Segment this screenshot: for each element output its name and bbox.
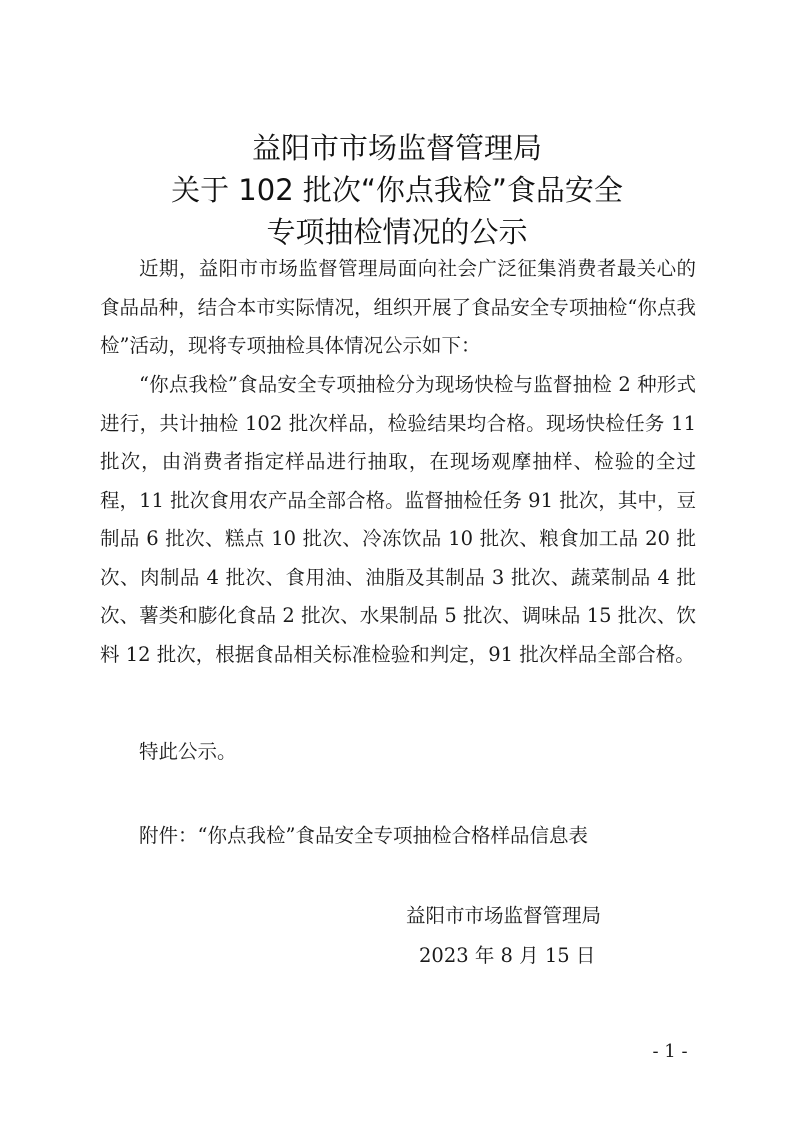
document-title-line-2: 关于 102 批次“你点我检”食品安全 bbox=[171, 173, 623, 207]
attachment-line: 附件：“你点我检”食品安全专项抽检合格样品信息表 bbox=[139, 824, 588, 847]
intro-paragraph: 近期，益阳市市场监督管理局面向社会广泛征集消费者最关心的食品品种，结合本市实际情况，组织开展了食品安全专项抽检“你点我检”活动，现将专项抽检具体情况公示如下： bbox=[100, 257, 696, 357]
document-title-line-1: 益阳市市场监督管理局 bbox=[251, 131, 542, 165]
signature-date: 2023 年 8 月 15 日 bbox=[419, 944, 596, 967]
detail-paragraph: “你点我检”食品安全专项抽检分为现场快检与监督抽检 2 种形式进行，共计抽检 102 批次样品，检验结果均合格。现场快检任务 11 批次，由消费者指定样品进行抽取，在现场观摩抽样、检验的全过程，11 批次食用农产品全部合格。监督抽检任务 91 批次，其中，豆制品 6 批次、糕点 10 批次、冷冻饮品 10 批次、粮食加工品 20 批次、肉制品 4 批次、食用油、油脂及其制品 3 批次、蔬菜制品 4 批次、薯类和膨化食品 2 批次、水果制品 5 批次、调味品 15 批次、饮料 12 批次，根据食品相关标准检验和判定，91 批次样品全部合格。 bbox=[100, 373, 696, 666]
notice-text: 特此公示。 bbox=[139, 740, 237, 763]
page-number: - 1 - bbox=[652, 1041, 688, 1062]
signature-organization: 益阳市市场监督管理局 bbox=[406, 904, 602, 927]
document-title-line-3: 专项抽检情况的公示 bbox=[266, 215, 528, 249]
